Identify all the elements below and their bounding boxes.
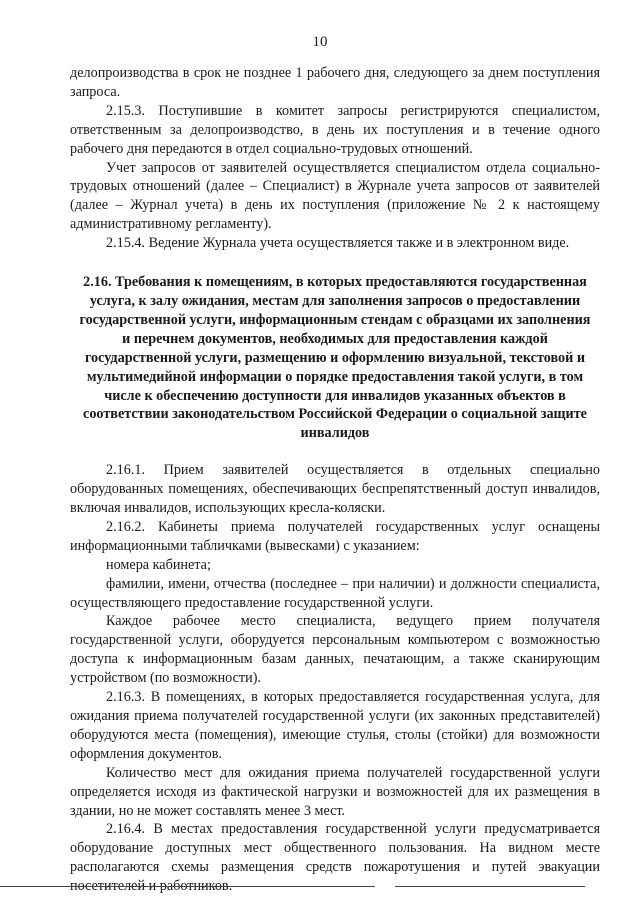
paragraph: 2.16.4. В местах предоставления государственной услуги предусматривается оборудование доступных мест общественного пользования. На видном месте располагаются схемы размещения средств пожаротушения и путей эвакуации посетителей и работников.: [70, 821, 600, 895]
paragraph: 2.15.4. Ведение Журнала учета осуществляется также и в электронном виде.: [106, 235, 570, 252]
document-body: [70, 64, 600, 896]
paragraph: Учет запросов от заявителей осуществляется специалистом отдела социально-трудовых отношений (далее – Специалист) в Журнале учета запросов от заявителей (далее – Журнал учета) в день их поступления (приложение № 2 к настоящему административному регламенту).: [70, 159, 600, 233]
paragraph: Количество мест для ожидания приема получателей государственной услуги определяется исходя из фактической нагрузки и возможностей для их размещения в здании, но не может составлять менее 3 мест.: [70, 764, 600, 819]
paragraph: номера кабинета;: [106, 556, 211, 573]
paragraph: 2.16.2. Кабинеты приема получателей государственных услуг оснащены информационными табличками (вывесками) с указанием:: [70, 518, 600, 554]
section-heading: 2.16. Требования к помещениям, в которых предоставляются государственная услуга, к залу ожидания, местам для заполнения запросов о предоставлении государственной услуги, информационным стендам с образцами их заполнения и перечнем документов, необходимых для предоставления каждой государственной услуги, размещению и оформлению визуальной, текстовой и мультимедийной информации о порядке предоставления такой услуги, в том числе к обеспечению доступности для инвалидов указанных объектов в соответствии законодательством Российской Федерации о социальной защите инвалидов: [79, 274, 591, 442]
footer-divider: [395, 886, 585, 887]
paragraph: Каждое рабочее место специалиста, ведущего прием получателя государственной услуги, оборудуется персональным компьютером с возможностью доступа к информационным базам данных, печатающим, а также сканирующим устройством (по возможности).: [70, 613, 600, 687]
page-number: 10: [312, 34, 328, 50]
paragraph: 2.15.3. Поступившие в комитет запросы регистрируются специалистом, ответственным за делопроизводство, в день их поступления и в течение одного рабочего дня передаются в отдел социально-трудовых отношений.: [70, 102, 600, 157]
paragraph: делопроизводства в срок не позднее 1 рабочего дня, следующего за днем поступления запроса.: [70, 65, 600, 100]
paragraph: 2.16.3. В помещениях, в которых предоставляется государственная услуга, для ожидания приема получателей государственной услуги (их законных представителей) оборудуются места (помещения), имеющие стулья, столы (стойки) для возможности оформления документов.: [70, 689, 600, 762]
paragraph: 2.16.1. Прием заявителей осуществляется в отдельных специально оборудованных помещениях, обеспечивающих беспрепятственный доступ инвалидов, включая инвалидов, использующих кресла-коляски.: [70, 462, 600, 517]
paragraph: фамилии, имени, отчества (последнее – при наличии) и должности специалиста, осуществляющего предоставление государственной услуги.: [70, 575, 600, 611]
footer-divider: [0, 886, 375, 887]
